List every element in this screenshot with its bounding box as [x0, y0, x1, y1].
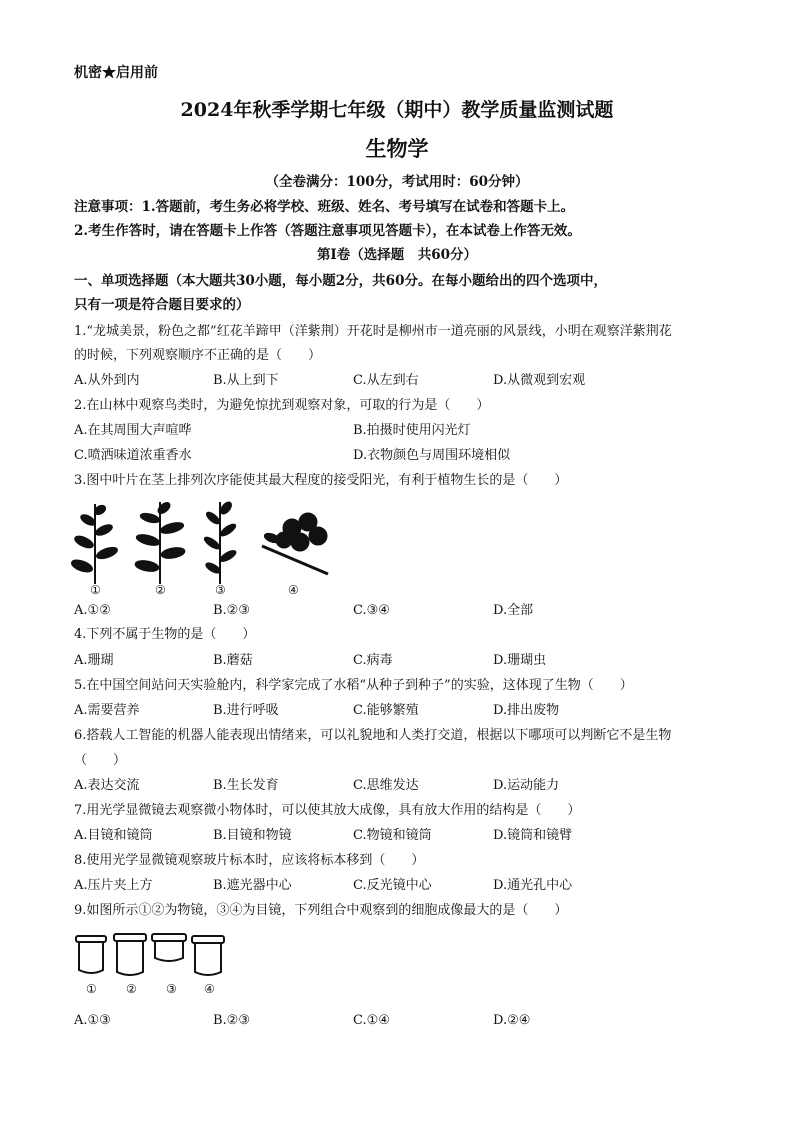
question-3-option-d: D.全部	[493, 603, 534, 618]
question-3-option-a: A.①②	[74, 603, 111, 618]
question-6-option-d: D.运动能力	[493, 778, 560, 793]
figure-3-label-4: ④	[288, 583, 299, 597]
question-9-option-d: D.②④	[493, 1013, 531, 1028]
plant-3-icon	[203, 500, 238, 584]
question-7-option-b: B.目镜和物镜	[213, 828, 292, 843]
question-6-option-b: B.生长发育	[213, 778, 279, 793]
objective-lens-1-icon	[76, 936, 106, 973]
question-9-option-a: A.①③	[74, 1013, 111, 1028]
question-4-option-a: A.珊瑚	[74, 653, 114, 668]
figure-3-label-1: ①	[90, 583, 101, 597]
figure-9-label-4: ④	[204, 982, 215, 996]
question-1-stem-1: 1.“龙城美景，粉色之都”红花羊蹄甲（洋紫荆）开花时是柳州市一道亮丽的风景线，小明在观察洋紫荆花	[74, 324, 672, 339]
plant-4-icon	[262, 513, 328, 574]
question-9-option-b: B.②③	[213, 1013, 250, 1028]
question-1-option-a: A.从外到内	[74, 373, 140, 388]
confidential-mark: 机密★启用前	[74, 65, 158, 81]
figure-3-label-3: ③	[215, 583, 226, 597]
exam-title: 2024年秋季学期七年级（期中）教学质量监测试题	[180, 99, 614, 121]
question-2-stem: 2.在山林中观察鸟类时，为避免惊扰到观察对象，可取的行为是（ ）	[74, 398, 490, 413]
question-5-stem: 5.在中国空间站问天实验舱内，科学家完成了水稻“从种子到种子”的实验，这体现了生物（ ）	[74, 678, 633, 693]
question-1-stem-2: 的时候，下列观察顺序不正确的是（ ）	[74, 348, 322, 363]
question-7-option-a: A.目镜和镜筒	[74, 828, 153, 843]
plant-2-icon	[134, 500, 185, 584]
question-6-stem-2: （ ）	[74, 753, 127, 768]
question-7-option-c: C.物镜和镜筒	[353, 828, 432, 843]
question-4-option-d: D.珊瑚虫	[493, 653, 547, 668]
question-9-stem: 9.如图所示①②为物镜，③④为目镜，下列组合中观察到的细胞成像最大的是（ ）	[74, 903, 568, 918]
question-4-option-b: B.蘑菇	[213, 653, 253, 668]
question-5-option-d: D.排出废物	[493, 703, 560, 718]
notice-line-2: 2.考生作答时，请在答题卡上作答（答题注意事项见答题卡），在本试卷上作答无效。	[74, 223, 581, 239]
figure-3-label-2: ②	[155, 583, 166, 597]
question-3-stem: 3.图中叶片在茎上排列次序能使其最大程度的接受阳光，有利于植物生长的是（ ）	[74, 473, 568, 488]
figure-9-label-1: ①	[86, 982, 97, 996]
plant-1-icon	[70, 504, 119, 584]
section-title: 第Ⅰ卷（选择题 共60分）	[316, 247, 478, 263]
question-4-option-c: C.病毒	[353, 653, 393, 668]
question-7-stem: 7.用光学显微镜去观察微小物体时，可以使其放大成像，具有放大作用的结构是（ ）	[74, 803, 581, 818]
subject-title: 生物学	[365, 136, 429, 161]
figure-9-label-2: ②	[126, 982, 137, 996]
question-5-option-b: B.进行呼吸	[213, 703, 279, 718]
question-6-stem-1: 6.搭载人工智能的机器人能表现出情绪来，可以礼貌地和人类打交道，根据以下哪项可以判断它不是生物	[74, 728, 672, 743]
eyepiece-3-icon	[152, 934, 186, 961]
notice-line-1: 注意事项：1.答题前，考生务必将学校、班级、姓名、考号填写在试卷和答题卡上。	[74, 199, 575, 215]
question-8-option-a: A.压片夹上方	[74, 878, 153, 893]
figure-9-label-3: ③	[166, 982, 177, 996]
part-title-line-2: 只有一项是符合题目要求的）	[74, 297, 250, 313]
question-6-option-a: A.表达交流	[74, 778, 140, 793]
question-8-option-b: B.遮光器中心	[213, 878, 292, 893]
question-3-option-b: B.②③	[213, 603, 250, 618]
question-9-option-c: C.①④	[353, 1013, 390, 1028]
question-2-option-c: C.喷洒味道浓重香水	[74, 448, 192, 463]
score-info: （全卷满分：100分，考试用时：60分钟）	[265, 174, 529, 190]
eyepiece-4-icon	[192, 936, 224, 975]
lens-figure	[72, 930, 232, 982]
question-5-option-a: A.需要营养	[74, 703, 140, 718]
question-6-option-c: C.思维发达	[353, 778, 419, 793]
question-2-option-a: A.在其周围大声喧哗	[74, 423, 192, 438]
question-3-option-c: C.③④	[353, 603, 390, 618]
question-5-option-c: C.能够繁殖	[353, 703, 419, 718]
part-title-line-1: 一、单项选择题（本大题共30小题，每小题2分，共60分。在每小题给出的四个选项中，	[74, 273, 607, 289]
question-1-option-d: D.从微观到宏观	[493, 373, 586, 388]
question-7-option-d: D.镜筒和镜臂	[493, 828, 573, 843]
question-4-stem: 4.下列不属于生物的是（ ）	[74, 627, 256, 642]
question-1-option-b: B.从上到下	[213, 373, 279, 388]
question-2-option-b: B.拍摄时使用闪光灯	[353, 423, 471, 438]
question-2-option-d: D.衣物颜色与周围环境相似	[353, 448, 511, 463]
objective-lens-2-icon	[114, 934, 146, 975]
question-8-option-d: D.通光孔中心	[493, 878, 573, 893]
question-8-option-c: C.反光镜中心	[353, 878, 432, 893]
plant-figure	[70, 498, 340, 598]
question-8-stem: 8.使用光学显微镜观察玻片标本时，应该将标本移到（ ）	[74, 853, 425, 868]
question-1-option-c: C.从左到右	[353, 373, 419, 388]
